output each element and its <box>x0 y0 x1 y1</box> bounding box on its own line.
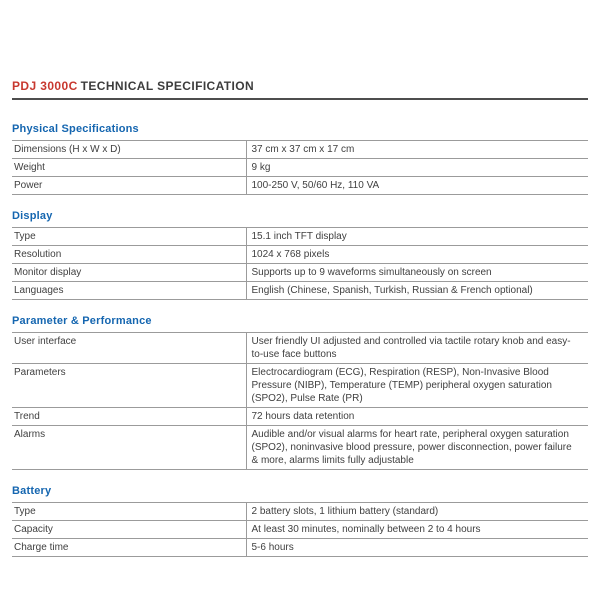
spec-label: Dimensions (H x W x D) <box>12 141 246 159</box>
spec-value: 100-250 V, 50/60 Hz, 110 VA <box>246 177 588 195</box>
title-divider <box>12 98 588 100</box>
spec-label: Power <box>12 177 246 195</box>
spec-label: Alarms <box>12 426 246 470</box>
spec-value: 1024 x 768 pixels <box>246 246 588 264</box>
spec-sections <box>12 123 588 557</box>
spec-value: Supports up to 9 waveforms simultaneously on screen <box>246 264 588 282</box>
spec-row <box>12 282 588 300</box>
title-text: TECHNICAL SPECIFICATION <box>80 79 255 93</box>
page-title <box>12 79 588 93</box>
spec-row <box>12 228 588 246</box>
spec-row <box>12 333 588 364</box>
spec-value: 9 kg <box>246 159 588 177</box>
section-heading: Parameter & Performance <box>12 315 152 327</box>
spec-section-parameter-performance <box>12 315 588 470</box>
section-heading: Physical Specifications <box>12 123 139 135</box>
spec-label: Weight <box>12 159 246 177</box>
spec-row <box>12 503 588 521</box>
spec-label: User interface <box>12 333 246 364</box>
spec-row <box>12 364 588 408</box>
spec-label: Charge time <box>12 539 246 557</box>
spec-label: Parameters <box>12 364 246 408</box>
spec-table <box>12 502 588 557</box>
spec-section-physical-specifications <box>12 123 588 195</box>
spec-row <box>12 426 588 470</box>
spec-label: Monitor display <box>12 264 246 282</box>
spec-row <box>12 408 588 426</box>
spec-label: Trend <box>12 408 246 426</box>
section-heading: Display <box>12 210 53 222</box>
spec-value: 2 battery slots, 1 lithium battery (standard) <box>246 503 588 521</box>
spec-label: Type <box>12 228 246 246</box>
spec-label: Capacity <box>12 521 246 539</box>
spec-value: Electrocardiogram (ECG), Respiration (RESP), Non-Invasive Blood Pressure (NIBP), Temperature (TEMP) peripheral oxygen saturation (SPO2), Pulse Rate (PR) <box>246 364 588 408</box>
spec-row <box>12 159 588 177</box>
spec-value: English (Chinese, Spanish, Turkish, Russian & French optional) <box>246 282 588 300</box>
spec-section-battery <box>12 485 588 557</box>
spec-row <box>12 141 588 159</box>
spec-section-display <box>12 210 588 300</box>
section-heading: Battery <box>12 485 52 497</box>
spec-row <box>12 177 588 195</box>
spec-value: 15.1 inch TFT display <box>246 228 588 246</box>
product-name: PDJ 3000C <box>12 79 78 93</box>
spec-row <box>12 264 588 282</box>
spec-value: 72 hours data retention <box>246 408 588 426</box>
spec-value: At least 30 minutes, nominally between 2 to 4 hours <box>246 521 588 539</box>
spec-row <box>12 539 588 557</box>
spec-table <box>12 140 588 195</box>
spec-row <box>12 246 588 264</box>
spec-value: 37 cm x 37 cm x 17 cm <box>246 141 588 159</box>
spec-table <box>12 332 588 470</box>
spec-table <box>12 227 588 300</box>
spec-label: Languages <box>12 282 246 300</box>
spec-value: Audible and/or visual alarms for heart rate, peripheral oxygen saturation (SPO2), noninvasive blood pressure, power disconnection, power failure & more, alarms limits fully adjustable <box>246 426 588 470</box>
spec-row <box>12 521 588 539</box>
spec-label: Type <box>12 503 246 521</box>
spec-label: Resolution <box>12 246 246 264</box>
spec-value: 5-6 hours <box>246 539 588 557</box>
spec-value: User friendly UI adjusted and controlled via tactile rotary knob and easy-to-use face buttons <box>246 333 588 364</box>
